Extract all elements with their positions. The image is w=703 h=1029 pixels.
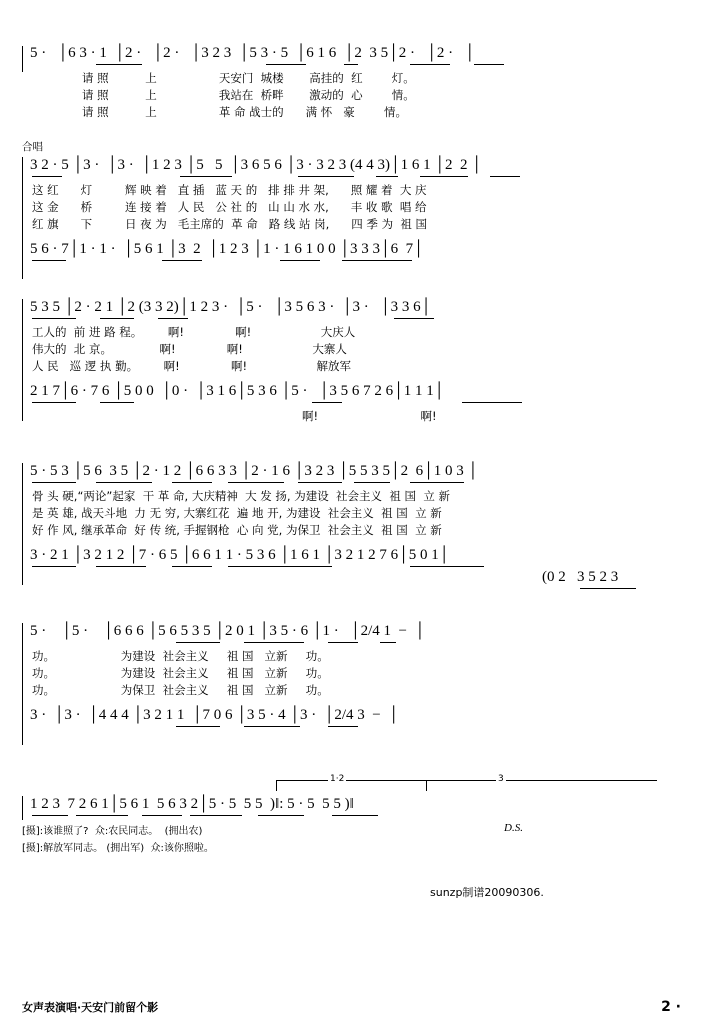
system-4-lyric-1: 骨 头 硬,“两论”起家 干 革 命, 大庆精神 大 发 扬, 为建设 社会主义 祖 国 立 新	[32, 489, 450, 503]
system-5-lyric-3: 功。 为保卫 社会主义 祖 国 立新 功。	[32, 683, 329, 697]
beam	[244, 642, 304, 643]
system-4-notes: 5 · 5 3 │5 6 3 5 │2 · 1 2 │6 6 3 3 │2 · 1 6 │3 2 3 │5 5 3 5│2 6│1 0 3 │	[30, 463, 479, 479]
beam	[280, 260, 320, 261]
system-3-notes-lower: 2 1 7│6 · 7 6 │5 0 0 │0 · │3 1 6│5 3 6 │5 · │3 5 6 7 2 6│1 1 1│	[30, 383, 445, 399]
system-5-notes: 5 · │5 · │6 6 6 │5 6 5 3 5 │2 0 1 │3 5 · 6 │1 · │2/4 1 − │	[30, 623, 426, 639]
beam	[172, 566, 212, 567]
ds-mark: D.S.	[504, 822, 523, 834]
beam	[266, 64, 306, 65]
system-4-pickup: (0 2 3 5 2 3	[542, 569, 619, 585]
engraver-credit: sunzp制谱20090306.	[430, 886, 544, 899]
system-1-lyric-1: 请 照 上 天安门 城楼 高挂的 红 灯。	[82, 71, 415, 85]
beam	[100, 402, 134, 403]
system-3-lyric-1: 工人的 前 进 路 程。 啊! 啊! 大庆人	[32, 325, 356, 339]
beam	[420, 176, 468, 177]
beam	[394, 318, 434, 319]
system-2-notes: 3 2 · 5 │3 · │3 · │1 2 3 │5 5 │3 6 5 6 │3 · 3 2 3 (4 4 3)│1 6 1 │2 2 │	[30, 157, 482, 173]
beam	[176, 726, 220, 727]
system-1-lyric-3: 请 照 上 革 命 战士的 满 怀 豪 情。	[82, 105, 407, 119]
page-footer	[22, 999, 681, 1015]
system-3-lyric-2: 伟大的 北 京。 啊! 啊! 大寨人	[32, 342, 347, 356]
ending-bracket-2	[426, 780, 657, 791]
system-4-notes-lower: 3 · 2 1 │3 2 1 2 │7 · 6 5 │6 6 1 1 · 5 3 6 │1 6 1 │3 2 1 2 7 6│5 0 1│	[30, 547, 450, 563]
beam	[328, 642, 358, 643]
beam	[344, 64, 358, 65]
beam	[410, 482, 464, 483]
beam	[32, 815, 68, 816]
beam	[142, 815, 182, 816]
ending-number-2: 3	[498, 774, 504, 784]
beam	[244, 726, 300, 727]
beam	[32, 482, 76, 483]
beam	[298, 176, 354, 177]
system-2-lyric-2: 这 金 桥 连 接 着 人 民 公 社 的 山 山 水 水, 丰 收 歌 唱 给	[32, 200, 427, 214]
footer-title: 女声表演唱·天安门前留个影	[22, 1001, 159, 1014]
staff-bracket-2	[22, 157, 23, 279]
ending-bracket-1	[276, 780, 427, 791]
system-6-notes: 1 2 3 7 2 6 1│5 6 1 5 6 3 2│5 · 5 5 5 )‖: 5 · 5 5 5 )‖	[30, 796, 354, 812]
beam	[172, 482, 212, 483]
beam	[32, 260, 66, 261]
beam	[474, 64, 504, 65]
beam	[162, 260, 202, 261]
staff-bracket-4	[22, 463, 23, 585]
beam	[490, 176, 520, 177]
beam	[32, 176, 62, 177]
system-3-notes: 5 3 5 │2 · 2 1 │2 (3 3 2)│1 2 3 · │5 · │3 5 6 3 · │3 · │3 3 6│	[30, 299, 432, 315]
beam	[298, 482, 342, 483]
spoken-line-2: [摄]:解放军同志。 (拥出军) 众:该你照啦。	[22, 843, 214, 854]
system-1-lyric-2: 请 照 上 我站在 桥畔 激动的 心 情。	[82, 88, 415, 102]
system-2-notes-lower: 5 6 · 7│1 · 1 · │5 6 1 │3 2 │1 2 3 │1 · 1 6 1 0 0 │3 3 3│6 7│	[30, 241, 424, 257]
system-5-lyric-1: 功。 为建设 社会主义 祖 国 立新 功。	[32, 649, 329, 663]
beam	[32, 402, 76, 403]
staff-bracket-6	[22, 796, 23, 820]
system-5-notes-lower: 3 · │3 · │4 4 4 │3 2 1 1 │7 0 6 │3 5 · 4 │3 · │2/4 3 − │	[30, 707, 399, 723]
system-2-lyric-3: 红 旗 下 日 夜 为 毛主席的 革 命 路 线 站 岗, 四 季 为 祖 国	[32, 217, 428, 231]
beam	[258, 815, 304, 816]
staff-bracket-1	[22, 46, 23, 72]
system-5-lyric-2: 功。 为建设 社会主义 祖 国 立新 功。	[32, 666, 329, 680]
beam	[32, 566, 76, 567]
beam	[462, 402, 522, 403]
beam	[228, 482, 284, 483]
beam	[180, 176, 232, 177]
spoken-line-1: [摄]:该谁照了? 众:农民同志。 (拥出农)	[22, 826, 203, 837]
chorus-label: 合唱	[22, 141, 43, 153]
beam	[312, 402, 342, 403]
system-4-lyric-3: 好 作 风, 继承革命 好 传 统, 手握钢枪 心 向 党, 为保卫 社会主义 祖 国 立 新	[32, 523, 442, 537]
system-3-lyric-3: 人 民 巡 逻 执 勤。 啊! 啊! 解放军	[32, 359, 352, 373]
system-1-notes: 5 · │6 3 · 1 │2 · │2 · │3 2 3 │5 3 · 5 │6 1 6 │2 3 5│2 · │2 · │	[30, 45, 475, 61]
beam	[100, 318, 134, 319]
beam	[354, 482, 390, 483]
ending-number-1: 1·2	[330, 774, 345, 784]
beam	[76, 815, 128, 816]
beam	[410, 64, 450, 65]
beam	[32, 318, 76, 319]
system-4-lyric-2: 是 英 雄, 战天斗地 力 无 穷, 大寨红花 遍 地 开, 为建设 社会主义 祖 国 立 新	[32, 506, 442, 520]
system-2-lyric-1: 这 红 灯 辉 映 着 直 插 蓝 天 的 排 排 井 架, 照 耀 着 大 庆	[32, 183, 427, 197]
beam	[380, 642, 396, 643]
beam	[190, 815, 242, 816]
beam	[158, 318, 188, 319]
beam	[376, 176, 398, 177]
beam	[328, 726, 358, 727]
staff-bracket-3	[22, 299, 23, 421]
system-3-lyric-lower: 啊! 啊!	[302, 409, 437, 423]
beam	[96, 482, 152, 483]
beam	[176, 642, 220, 643]
beam	[342, 260, 412, 261]
beam	[96, 64, 142, 65]
staff-bracket-5	[22, 623, 23, 745]
beam	[580, 588, 636, 589]
beam	[228, 566, 332, 567]
beam	[96, 566, 146, 567]
beam	[332, 815, 378, 816]
footer-page-number: 2 ·	[661, 999, 681, 1015]
beam	[410, 566, 484, 567]
